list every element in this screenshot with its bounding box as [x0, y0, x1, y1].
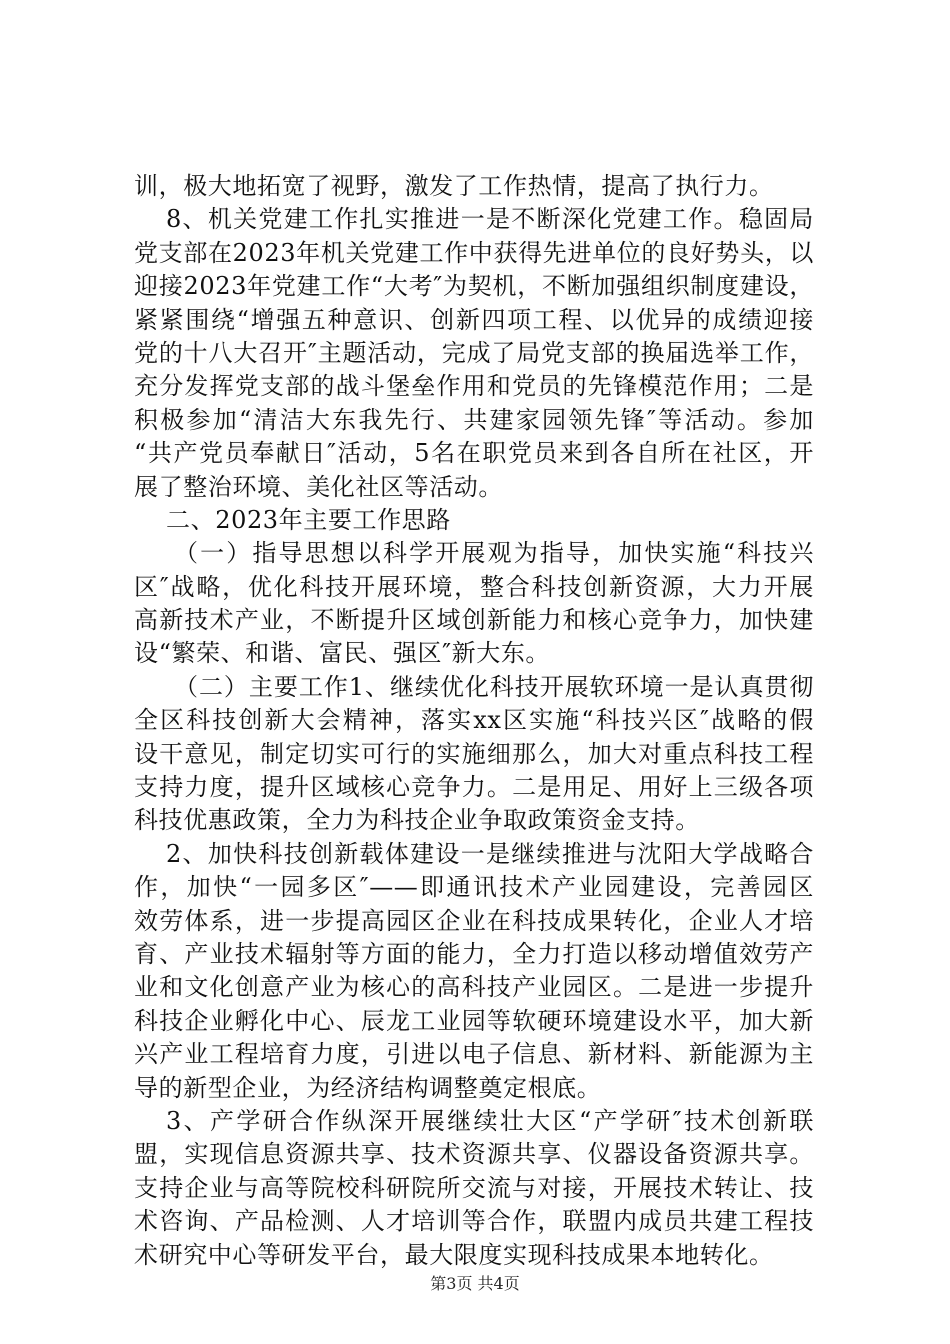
- text-line: 业和文化创意产业为核心的高科技产业园区。二是进一步提升: [134, 973, 814, 1002]
- text-line: 紧紧围绕“增强五种意识、创新四项工程、以优异的成绩迎接: [134, 305, 814, 334]
- text-line: 党的十八大召开″主题活动，完成了局党支部的换届选举工作，: [134, 338, 814, 367]
- text-line: 支持企业与高等院校科研院所交流与对接，开展技术转让、技: [134, 1173, 814, 1202]
- text-line: 展了整治环境、美化社区等活动。: [134, 472, 503, 501]
- text-line: 迎接2023年党建工作“大考″为契机，不断加强组织制度建设，: [134, 272, 814, 301]
- text-line: 设“繁荣、和谐、富民、强区″新大东。: [134, 639, 551, 668]
- text-line: 3、产学研合作纵深开展继续壮大区“产学研″技术创新联: [166, 1106, 814, 1135]
- text-line: 训，极大地拓宽了视野，激发了工作热情，提高了执行力。: [134, 172, 774, 200]
- text-line: 支持力度，提升区域核心竞争力。二是用足、用好上三级各项: [134, 773, 814, 802]
- text-line: 全区科技创新大会精神，落实xx区实施“科技兴区″战略的假: [134, 706, 814, 735]
- text-line: 党支部在2023年机关党建工作中获得先进单位的良好势头，以: [134, 238, 814, 267]
- text-line: 作，加快“一园多区″——即通讯技术产业园建设，完善园区: [134, 873, 814, 902]
- text-line: 导的新型企业，为经济结构调整奠定根底。: [134, 1073, 602, 1102]
- text-line: 术咨询、产品检测、人才培训等合作，联盟内成员共建工程技: [134, 1207, 814, 1236]
- text-line: 育、产业技术辐射等方面的能力，全力打造以移动增值效劳产: [134, 939, 814, 968]
- text-line: 术研究中心等研发平台，最大限度实现科技成果本地转化。: [134, 1240, 774, 1269]
- text-line: 充分发挥党支部的战斗堡垒作用和党员的先锋模范作用；二是: [134, 372, 814, 401]
- text-line: 8、机关党建工作扎实推进一是不断深化党建工作。稳固局: [166, 205, 814, 234]
- text-line: （一）指导思想以科学开展观为指导，加快实施“科技兴: [174, 539, 814, 568]
- text-line: 效劳体系，进一步提高园区企业在科技成果转化，企业人才培: [134, 906, 814, 935]
- text-line: 区″战略，优化科技开展环境，整合科技创新资源，大力开展: [134, 572, 814, 601]
- text-line: 高新技术产业，不断提升区域创新能力和核心竞争力，加快建: [134, 606, 814, 635]
- text-line: 2、加快科技创新载体建设一是继续推进与沈阳大学战略合: [166, 839, 814, 868]
- body-text: [134, 170, 814, 1272]
- section-heading: 二、2023年主要工作思路: [166, 505, 451, 534]
- text-line: 科技优惠政策，全力为科技企业争取政策资金支持。: [134, 806, 700, 835]
- text-line: （二）主要工作1、继续优化科技开展软环境一是认真贯彻: [174, 672, 814, 701]
- page-footer: [0, 1273, 950, 1295]
- text-line: 科技企业孵化中心、辰龙工业园等软硬环境建设水平，加大新: [134, 1006, 814, 1035]
- text-line: 盟，实现信息资源共享、技术资源共享、仪器设备资源共享。: [134, 1140, 814, 1169]
- text-line: “共产党员奉献日″活动，5名在职党员来到各自所在社区，开: [134, 439, 814, 468]
- text-line: 设干意见，制定切实可行的实施细那么，加大对重点科技工程: [134, 739, 814, 768]
- text-line: 兴产业工程培育力度，引进以电子信息、新材料、新能源为主: [134, 1040, 814, 1069]
- text-line: 积极参加“清洁大东我先行、共建家园领先锋″等活动。参加: [134, 405, 814, 434]
- page-number-label: 第3页 共4页: [430, 1274, 520, 1293]
